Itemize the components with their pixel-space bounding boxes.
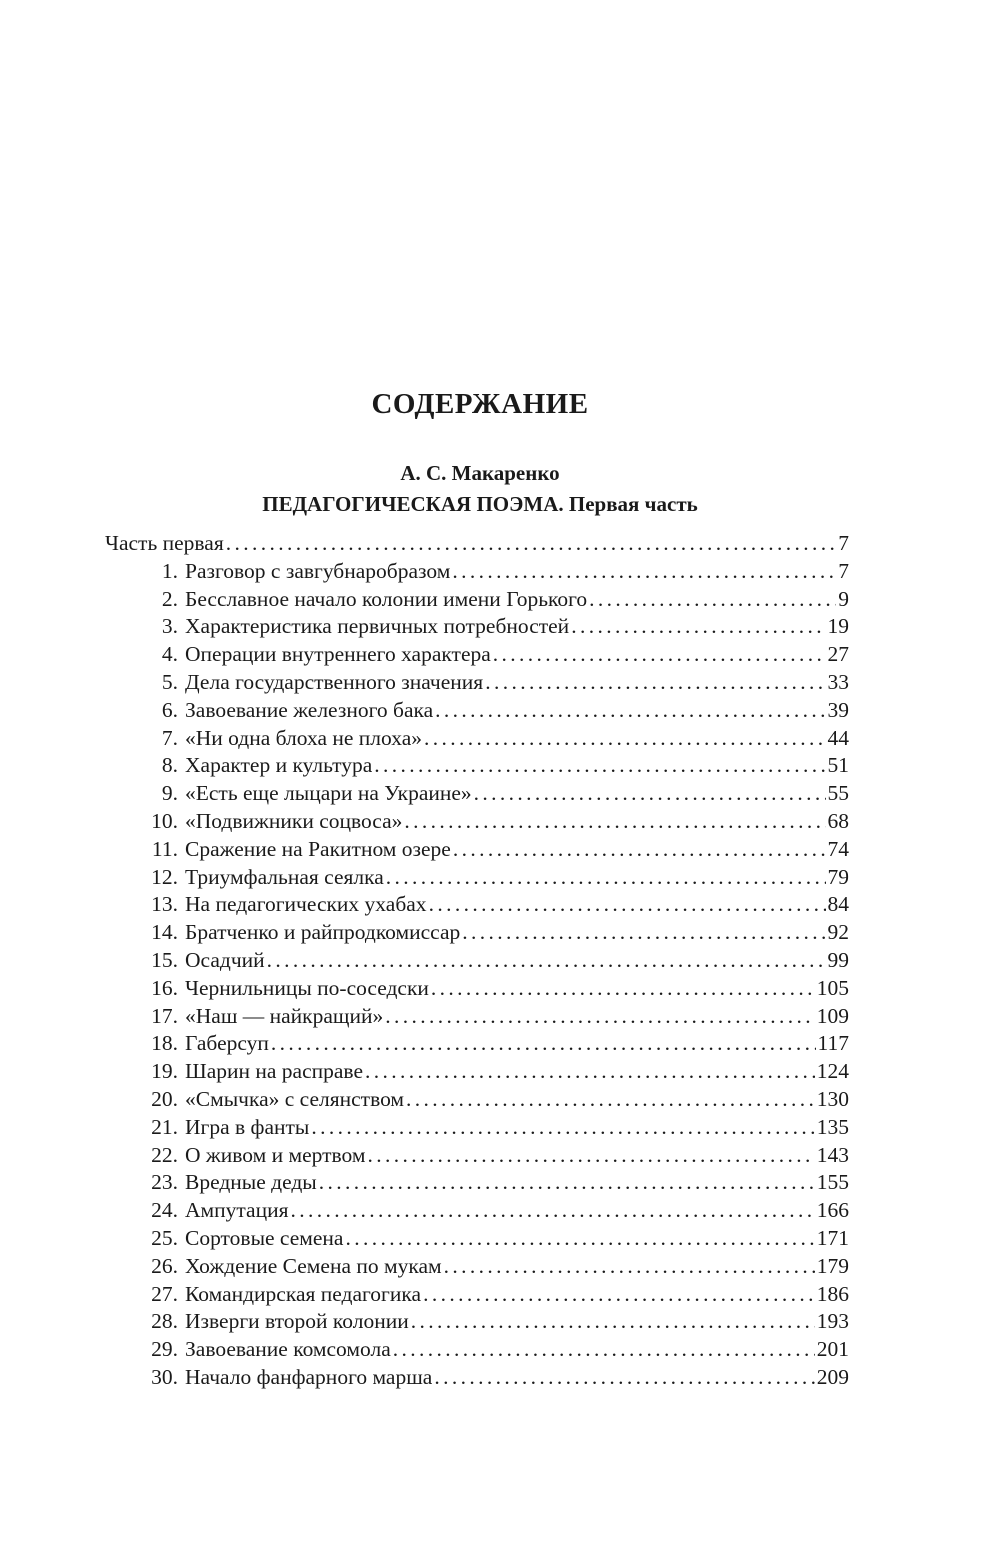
toc-chapter-title: Хождение Семена по мукам [185,1253,442,1278]
toc-chapter-title: Дела государственного значения [185,669,484,694]
toc-page-number: 9 [838,586,849,611]
toc-chapter-number: 7. [161,725,178,750]
toc-chapter-number: 29. [151,1337,178,1362]
toc-page-number: 193 [816,1309,849,1334]
toc-chapter-number: 25. [151,1225,178,1250]
toc-leader-dots [319,1169,815,1197]
toc-leader-dots [431,975,815,1003]
toc-leader-dots [462,919,825,947]
toc-chapter-title: Ампутация [185,1198,289,1223]
toc-chapter-number: 27. [151,1281,178,1306]
toc-leader-dots [291,1197,815,1225]
toc-chapter-number: 24. [151,1198,178,1223]
toc-page-number: 27 [827,642,849,667]
toc-chapter-number: 23. [151,1170,178,1195]
toc-chapter-row[interactable] [105,1142,849,1170]
toc-leader-dots [589,586,836,614]
toc-page-number: 209 [816,1364,849,1389]
toc-page-number: 39 [827,697,849,722]
toc-chapter-row[interactable] [105,891,849,919]
toc-page-number: 135 [816,1114,849,1139]
toc-leader-dots [345,1225,814,1253]
toc-chapter-row[interactable] [105,1058,849,1086]
toc-chapter-row[interactable] [105,780,849,808]
toc-page-number: 109 [816,1003,849,1028]
toc-chapter-number: 13. [151,892,178,917]
toc-chapter-number: 14. [151,920,178,945]
toc-chapter-title: О живом и мертвом [185,1142,366,1167]
toc-chapter-row[interactable] [105,752,849,780]
toc-leader-dots [365,1058,815,1086]
toc-chapter-title: «Ни одна блоха не плоха» [185,725,423,750]
toc-page-number: 19 [827,614,849,639]
toc-chapter-title: Завоевание железного бака [185,697,434,722]
toc-chapter-number: 26. [151,1253,178,1278]
toc-leader-dots [404,808,825,836]
toc-chapter-title: Габерсуп [185,1031,269,1056]
toc-chapter-number: 19. [151,1059,178,1084]
toc-chapter-row[interactable] [105,1225,849,1253]
toc-chapter-row[interactable] [105,1086,849,1114]
toc-leader-dots [452,558,836,586]
toc-page-number: 33 [827,669,849,694]
toc-page-number: 179 [816,1253,849,1278]
toc-chapter-number: 18. [151,1031,178,1056]
toc-leader-dots [474,780,826,808]
toc-chapter-title: Завоевание комсомола [185,1337,391,1362]
toc-leader-dots [423,1281,815,1309]
toc-chapter-row[interactable] [105,613,849,641]
toc-leader-dots [311,1114,814,1142]
toc-chapter-title: Игра в фанты [185,1114,310,1139]
toc-page-number: 171 [816,1225,849,1250]
toc-chapter-title: Характеристика первичных потребностей [185,614,570,639]
toc-chapter-title: Начало фанфарного марша [185,1364,433,1389]
toc-chapter-number: 6. [161,697,178,722]
author-name: А. С. Макаренко [400,461,560,485]
toc-chapter-title: «Наш — найкращий» [185,1003,384,1028]
toc-chapter-row[interactable] [105,808,849,836]
toc-chapter-title: Триумфальная сеялка [185,864,384,889]
toc-chapter-number: 5. [161,669,178,694]
toc-chapter-number: 28. [151,1309,178,1334]
toc-page-number: 130 [816,1086,849,1111]
toc-chapter-number: 11. [151,836,178,861]
toc-leader-dots [434,1364,814,1392]
toc-chapter-row[interactable] [105,864,849,892]
toc-chapter-row[interactable] [105,1114,849,1142]
toc-chapter-row[interactable] [105,1336,849,1364]
toc-chapter-row[interactable] [105,1030,849,1058]
toc-page-number: 84 [827,892,849,917]
toc-page-number: 117 [817,1031,849,1056]
toc-chapter-row[interactable] [105,947,849,975]
toc-chapter-number: 2. [161,586,178,611]
toc-chapter-title: Сортовые семена [185,1225,344,1250]
toc-chapter-number: 1. [161,558,178,583]
toc-page-number: 55 [827,781,849,806]
toc-page-number: 7 [838,531,849,555]
toc-part-row[interactable] [105,530,849,558]
toc-leader-dots [271,1030,816,1058]
toc-page-number: 155 [816,1170,849,1195]
toc-chapter-number: 20. [151,1086,178,1111]
toc-chapter-row[interactable] [105,836,849,864]
page-title: СОДЕРЖАНИЕ [371,388,589,420]
toc-leader-dots [367,1142,814,1170]
toc-chapter-title: Операции внутреннего характера [185,642,491,667]
toc-leader-dots [411,1308,815,1336]
toc-leader-dots [393,1336,815,1364]
toc-page-number: 7 [838,558,849,583]
toc-chapter-row[interactable] [105,1169,849,1197]
book-header [0,458,960,520]
toc-chapter-title: Чернильницы по-соседски [185,975,429,1000]
toc-leader-dots [435,697,825,725]
toc-leader-dots [386,864,826,892]
toc-chapter-title: Бесславное начало колонии имени Горького [185,586,588,611]
toc-chapter-row[interactable] [105,669,849,697]
toc-chapter-row[interactable] [105,558,849,586]
toc-chapter-row[interactable] [105,586,849,614]
toc-chapter-title: Разговор с завгубнаробразом [185,558,451,583]
toc-chapter-row[interactable] [105,1281,849,1309]
toc-chapter-row[interactable] [105,1364,849,1392]
toc-page-number: 74 [827,836,849,861]
toc-page-number: 201 [816,1337,849,1362]
table-of-contents [105,530,849,1392]
toc-chapter-number: 16. [151,975,178,1000]
toc-chapter-title: Командирская педагогика [185,1281,422,1306]
toc-chapter-row[interactable] [105,1253,849,1281]
toc-chapter-title: Братченко и райпродкомиссар [185,920,461,945]
toc-chapter-row[interactable] [105,975,849,1003]
toc-leader-dots [267,947,826,975]
toc-leader-dots [493,641,826,669]
toc-chapter-title: Сражение на Ракитном озере [185,836,451,861]
toc-chapter-number: 21. [151,1114,178,1139]
toc-chapter-title: «Подвижники соцвоса» [185,808,403,833]
toc-chapter-title: Характер и культура [185,753,373,778]
toc-page-number: 51 [827,753,849,778]
toc-chapter-number: 17. [151,1003,178,1028]
toc-leader-dots [429,891,826,919]
toc-leader-dots [424,725,825,753]
toc-chapter-number: 12. [151,864,178,889]
toc-leader-dots [444,1253,815,1281]
toc-page-number: 44 [827,725,849,750]
toc-page-number: 79 [827,864,849,889]
toc-page-number: 143 [816,1142,849,1167]
toc-leader-dots [406,1086,815,1114]
toc-chapter-title: Осадчий [185,947,265,972]
toc-chapter-number: 10. [151,808,178,833]
toc-page-number: 99 [827,947,849,972]
toc-leader-dots [226,530,837,558]
toc-chapter-title: Шарин на расправе [185,1059,363,1084]
toc-chapter-row[interactable] [105,1308,849,1336]
toc-chapter-number: 30. [151,1364,178,1389]
toc-chapter-number: 15. [151,947,178,972]
toc-chapter-number: 22. [151,1142,178,1167]
toc-chapter-row[interactable] [105,1197,849,1225]
toc-chapter-title: На педагогических ухабах [185,892,427,917]
toc-leader-dots [385,1003,815,1031]
toc-leader-dots [485,669,825,697]
toc-page-number: 92 [827,920,849,945]
toc-chapter-number: 8. [161,753,178,778]
toc-leader-dots [374,752,825,780]
toc-page-number: 124 [816,1059,849,1084]
toc-chapter-row[interactable] [105,919,849,947]
toc-chapter-number: 3. [161,614,178,639]
toc-chapter-title: Вредные деды [185,1170,317,1195]
toc-chapter-title: «Есть еще лыцари на Украине» [185,781,472,806]
toc-page-number: 166 [816,1198,849,1223]
toc-chapter-number: 9. [161,781,178,806]
toc-page-number: 68 [827,808,849,833]
toc-chapter-row[interactable] [105,725,849,753]
toc-chapter-number: 4. [161,642,178,667]
toc-part-label: Часть первая [105,531,224,555]
toc-leader-dots [571,613,825,641]
toc-page-number: 186 [816,1281,849,1306]
toc-leader-dots [453,836,826,864]
toc-chapter-row[interactable] [105,697,849,725]
toc-chapter-title: «Смычка» с селянством [185,1086,405,1111]
work-title: ПЕДАГОГИЧЕСКАЯ ПОЭМА. Первая часть [262,492,698,516]
toc-page-number: 105 [816,975,849,1000]
toc-chapter-row[interactable] [105,641,849,669]
toc-chapter-row[interactable] [105,1003,849,1031]
toc-chapter-title: Изверги второй колонии [185,1309,409,1334]
